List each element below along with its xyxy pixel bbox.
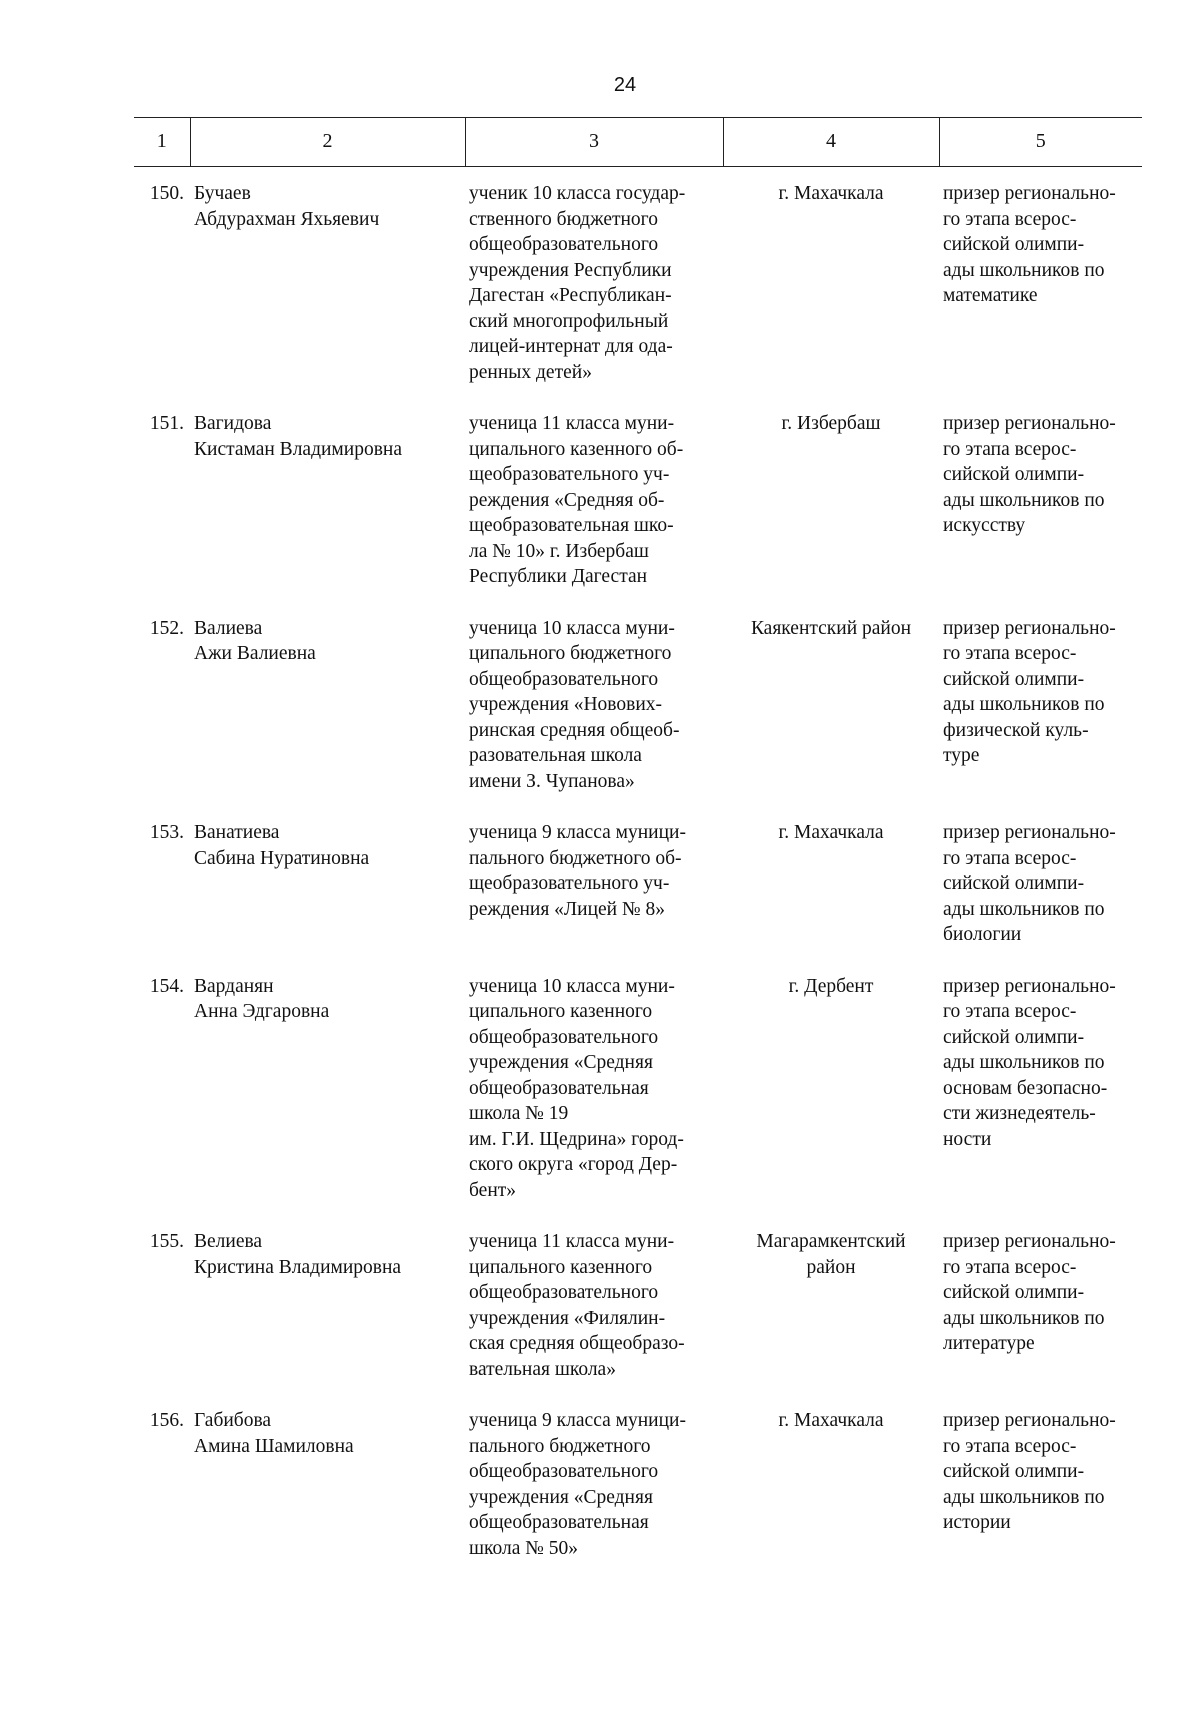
institution-description-line: Республики Дагестан bbox=[469, 566, 648, 587]
institution-description-line: ципального бюджетного bbox=[469, 643, 672, 664]
institution-description-line: ученица 9 класса муници- bbox=[469, 1410, 686, 1431]
institution-description-cell bbox=[465, 411, 723, 616]
award-description-line: туре bbox=[943, 745, 980, 766]
institution-description-line: общеобразовательного bbox=[469, 1461, 659, 1482]
location-line: район bbox=[806, 1256, 856, 1278]
award-description-line: математике bbox=[943, 285, 1038, 306]
institution-description-line: школа № 50» bbox=[469, 1537, 578, 1559]
institution-description-line: ципального казенного об- bbox=[469, 438, 684, 460]
institution-description-line: общеобразовательного bbox=[469, 1026, 659, 1048]
person-name-line: Варданян bbox=[194, 975, 274, 997]
institution-description-line: общеобразовательная bbox=[469, 1512, 649, 1533]
institution-description-line: ринская средняя общеоб- bbox=[469, 719, 680, 741]
location-cell bbox=[723, 1408, 939, 1587]
location-cell bbox=[723, 616, 939, 821]
institution-description-cell bbox=[465, 1408, 723, 1587]
award-description-line: ады школьников по bbox=[943, 694, 1105, 715]
location-cell bbox=[723, 974, 939, 1230]
institution-description-line: ученица 10 класса муни- bbox=[469, 975, 675, 997]
award-description-cell bbox=[939, 820, 1142, 974]
person-name-cell bbox=[190, 1229, 465, 1408]
person-name-line: Ажи Валиевна bbox=[194, 643, 316, 664]
person-name-line: Бучаев bbox=[194, 183, 251, 204]
institution-description-line: Дагестан «Республикан- bbox=[469, 285, 672, 306]
location-line: г. Избербаш bbox=[781, 413, 881, 434]
institution-description-line: ственного бюджетного bbox=[469, 208, 658, 230]
person-name-line: Габибова bbox=[194, 1410, 272, 1431]
institution-description-cell bbox=[465, 820, 723, 974]
award-description-cell bbox=[939, 1408, 1142, 1587]
award-description-line: сти жизнедеятель- bbox=[943, 1103, 1096, 1124]
table-row bbox=[134, 1229, 1142, 1408]
institution-description-line: учреждения Республики bbox=[469, 259, 672, 281]
award-description-line: основам безопасно- bbox=[943, 1077, 1108, 1099]
person-name-cell bbox=[190, 1408, 465, 1587]
institution-description-line: реждения «Лицей № 8» bbox=[469, 898, 665, 920]
award-description-line: ности bbox=[943, 1128, 992, 1150]
award-description-line: призер регионально- bbox=[943, 1231, 1116, 1252]
person-name-line: Абдурахман Яхьяевич bbox=[194, 208, 380, 230]
institution-description-line: учреждения «Новових- bbox=[469, 694, 663, 715]
award-description-line: ады школьников по bbox=[943, 1486, 1105, 1508]
row-number-cell: 156. bbox=[149, 1410, 184, 1431]
institution-description-line: ученик 10 класса государ- bbox=[469, 183, 686, 204]
page-number: 24 bbox=[613, 74, 637, 96]
person-name-cell bbox=[190, 974, 465, 1230]
person-name-line: Велиева bbox=[194, 1231, 263, 1252]
table-row bbox=[134, 411, 1142, 616]
award-description-line: го этапа всерос- bbox=[943, 847, 1077, 869]
person-name-line: Кристина Владимировна bbox=[194, 1256, 402, 1278]
person-name-cell bbox=[190, 820, 465, 974]
award-description-line: ады школьников по bbox=[943, 1052, 1105, 1073]
award-description-line: го этапа всерос- bbox=[943, 438, 1077, 460]
row-number-cell: 151. bbox=[149, 413, 184, 434]
institution-description-line: общеобразовательного bbox=[469, 668, 659, 690]
institution-description-line: общеобразовательная bbox=[469, 1077, 649, 1099]
column-header: 4 bbox=[723, 118, 939, 167]
row-number-cell: 154. bbox=[149, 975, 184, 997]
institution-description-line: пального бюджетного об- bbox=[469, 847, 682, 869]
institution-description-line: учреждения «Средняя bbox=[469, 1486, 653, 1508]
institution-description-line: ципального казенного bbox=[469, 1001, 653, 1022]
institution-description-line: разовательная школа bbox=[469, 745, 642, 766]
person-name-line: Анна Эдгаровна bbox=[194, 1001, 330, 1022]
table-row bbox=[134, 820, 1142, 974]
award-description-line: сийской олимпи- bbox=[943, 668, 1085, 690]
column-header: 2 bbox=[190, 118, 465, 167]
award-description-line: ады школьников по bbox=[943, 898, 1105, 920]
institution-description-line: ученица 11 класса муни- bbox=[469, 1231, 675, 1252]
award-description-line: го этапа всерос- bbox=[943, 1001, 1077, 1022]
person-name-line: Вагидова bbox=[194, 413, 272, 434]
institution-description-line: реждения «Средняя об- bbox=[469, 489, 665, 511]
award-description-line: сийской олимпи- bbox=[943, 873, 1085, 894]
institution-description-line: ская средняя общеобразо- bbox=[469, 1333, 685, 1354]
institution-description-line: школа № 19 bbox=[469, 1103, 569, 1124]
institution-description-cell bbox=[465, 1229, 723, 1408]
award-description-cell bbox=[939, 616, 1142, 821]
award-description-line: литературе bbox=[943, 1333, 1035, 1354]
awardees-table bbox=[134, 117, 1142, 1587]
institution-description-line: щеобразовательного уч- bbox=[469, 873, 670, 894]
institution-description-cell bbox=[465, 167, 723, 412]
award-description-line: сийской олимпи- bbox=[943, 1026, 1085, 1048]
row-number-cell: 152. bbox=[149, 617, 184, 639]
institution-description-line: вательная школа» bbox=[469, 1358, 616, 1380]
institution-description-cell bbox=[465, 974, 723, 1230]
institution-description-line: пального бюджетного bbox=[469, 1435, 651, 1457]
location-line: Каякентский район bbox=[750, 617, 912, 639]
award-description-line: сийской олимпи- bbox=[943, 234, 1085, 255]
award-description-line: призер регионально- bbox=[943, 413, 1116, 434]
table-row bbox=[134, 167, 1142, 412]
award-description-cell bbox=[939, 167, 1142, 412]
institution-description-line: ла № 10» г. Избербаш bbox=[469, 540, 649, 562]
award-description-line: призер регионально- bbox=[943, 183, 1116, 204]
award-description-line: ады школьников по bbox=[943, 489, 1105, 511]
person-name-cell bbox=[190, 616, 465, 821]
institution-description-cell bbox=[465, 616, 723, 821]
institution-description-line: учреждения «Филялин- bbox=[469, 1307, 666, 1329]
institution-description-line: ский многопрофильный bbox=[469, 310, 669, 332]
award-description-line: го этапа всерос- bbox=[943, 208, 1077, 230]
person-name-line: Сабина Нуратиновна bbox=[194, 847, 370, 869]
location-line: Магарамкентский bbox=[756, 1231, 906, 1252]
award-description-cell bbox=[939, 974, 1142, 1230]
award-description-line: го этапа всерос- bbox=[943, 1256, 1077, 1278]
award-description-line: сийской олимпи- bbox=[943, 1282, 1085, 1303]
institution-description-line: щеобразовательного уч- bbox=[469, 464, 670, 485]
award-description-line: ады школьников по bbox=[943, 259, 1105, 281]
table-body bbox=[134, 167, 1142, 1588]
institution-description-line: им. Г.И. Щедрина» город- bbox=[469, 1128, 684, 1150]
award-description-line: призер регионально- bbox=[943, 975, 1116, 997]
institution-description-line: ципального казенного bbox=[469, 1256, 653, 1278]
location-cell bbox=[723, 820, 939, 974]
person-name-line: Валиева bbox=[194, 617, 263, 639]
award-description-line: призер регионально- bbox=[943, 1410, 1116, 1431]
location-cell bbox=[723, 167, 939, 412]
award-description-line: биологии bbox=[943, 924, 1022, 945]
award-description-line: физической куль- bbox=[943, 719, 1089, 741]
award-description-cell bbox=[939, 411, 1142, 616]
award-description-line: истории bbox=[943, 1512, 1011, 1533]
award-description-line: сийской олимпи- bbox=[943, 464, 1085, 485]
location-cell bbox=[723, 411, 939, 616]
location-line: г. Махачкала bbox=[778, 1410, 884, 1431]
table-row bbox=[134, 974, 1142, 1230]
location-line: г. Махачкала bbox=[778, 822, 884, 843]
column-header: 5 bbox=[939, 118, 1142, 167]
location-line: г. Дербент bbox=[788, 975, 874, 997]
institution-description-line: ученица 10 класса муни- bbox=[469, 617, 675, 639]
institution-description-line: ученица 9 класса муници- bbox=[469, 822, 686, 843]
column-header: 3 bbox=[465, 118, 723, 167]
person-name-line: Кистаман Владимировна bbox=[194, 438, 403, 460]
institution-description-line: щеобразовательная шко- bbox=[469, 515, 674, 536]
row-number-cell: 150. bbox=[149, 183, 184, 204]
award-description-line: призер регионально- bbox=[943, 617, 1116, 639]
award-description-line: искусству bbox=[943, 515, 1026, 536]
award-description-line: го этапа всерос- bbox=[943, 643, 1077, 664]
institution-description-line: ского округа «город Дер- bbox=[469, 1154, 678, 1175]
award-description-cell bbox=[939, 1229, 1142, 1408]
person-name-line: Ванатиева bbox=[194, 822, 280, 843]
location-line: г. Махачкала bbox=[778, 183, 884, 204]
person-name-cell bbox=[190, 411, 465, 616]
row-number-cell: 153. bbox=[149, 822, 184, 843]
row-number-cell: 155. bbox=[149, 1231, 184, 1252]
table-header-row bbox=[134, 118, 1142, 167]
institution-description-line: лицей-интернат для ода- bbox=[469, 336, 673, 357]
award-description-line: ады школьников по bbox=[943, 1307, 1105, 1329]
institution-description-line: ученица 11 класса муни- bbox=[469, 413, 675, 434]
table-row bbox=[134, 1408, 1142, 1587]
award-description-line: сийской олимпи- bbox=[943, 1461, 1085, 1482]
location-cell bbox=[723, 1229, 939, 1408]
institution-description-line: учреждения «Средняя bbox=[469, 1052, 653, 1073]
table-row bbox=[134, 616, 1142, 821]
person-name-cell bbox=[190, 167, 465, 412]
institution-description-line: ренных детей» bbox=[469, 361, 592, 383]
person-name-line: Амина Шамиловна bbox=[194, 1435, 354, 1457]
institution-description-line: имени З. Чупанова» bbox=[469, 770, 635, 792]
award-description-line: го этапа всерос- bbox=[943, 1435, 1077, 1457]
institution-description-line: общеобразовательного bbox=[469, 1282, 659, 1303]
column-header: 1 bbox=[134, 118, 190, 167]
institution-description-line: общеобразовательного bbox=[469, 234, 659, 255]
institution-description-line: бент» bbox=[469, 1179, 517, 1201]
award-description-line: призер регионально- bbox=[943, 822, 1116, 843]
